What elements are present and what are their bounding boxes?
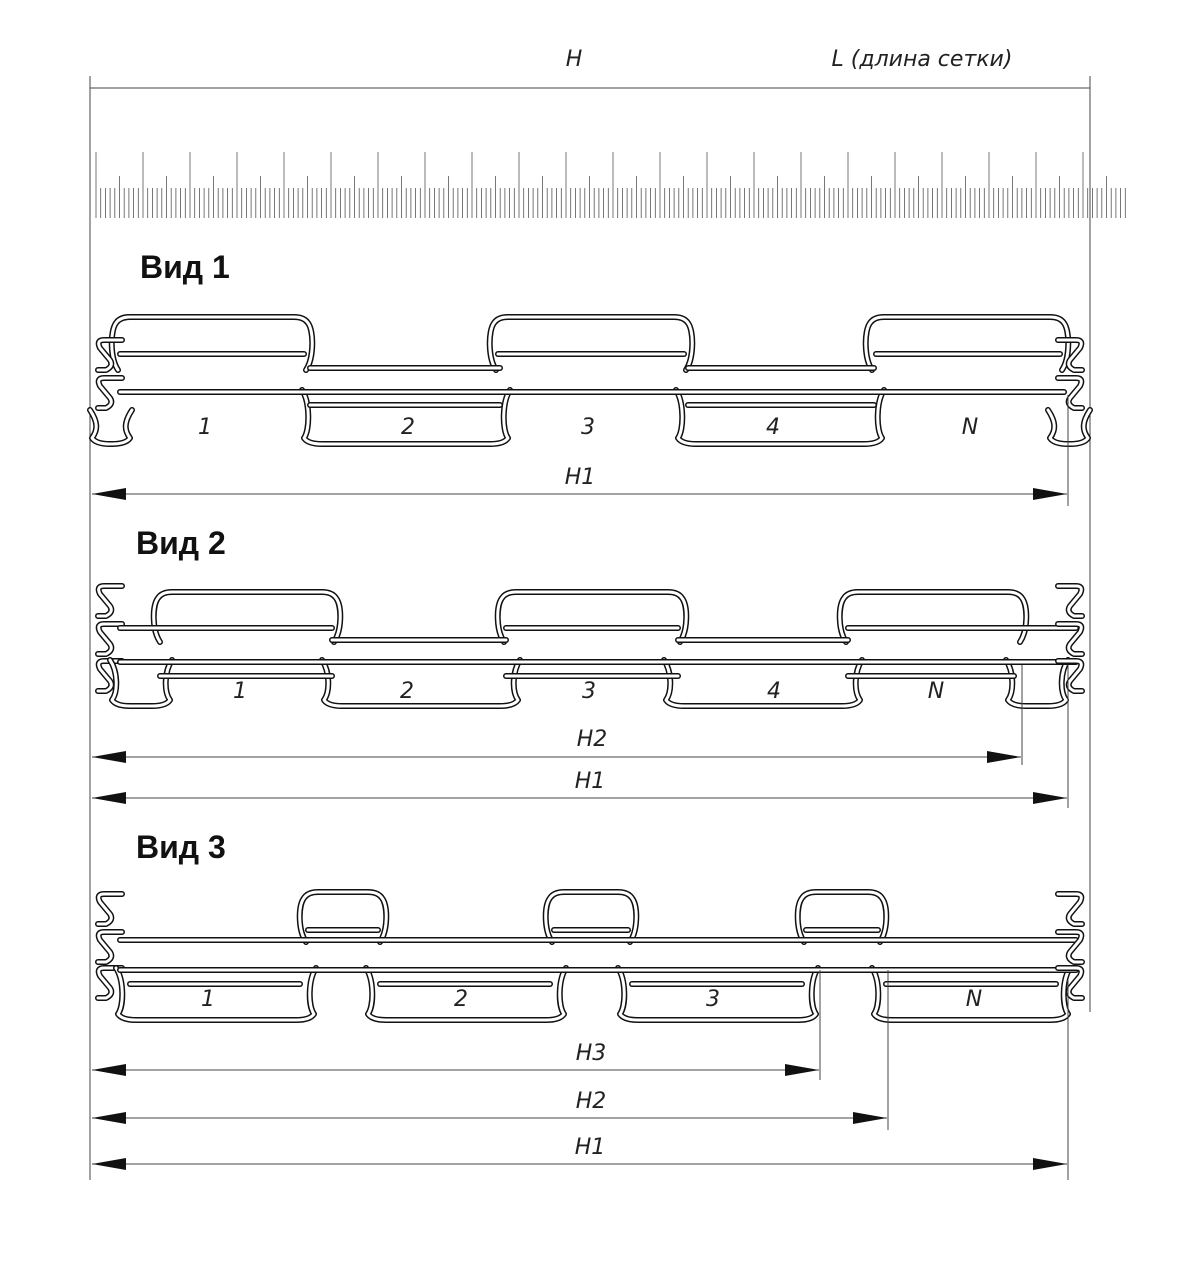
measurement-ruler <box>96 152 1125 218</box>
top-dimension <box>90 47 1090 1180</box>
mesh-wire-loop-core <box>322 660 520 706</box>
mesh-wire-loop <box>546 892 637 942</box>
top-dimension-left-label: H <box>565 47 583 72</box>
mesh-wire-loop <box>498 592 687 642</box>
mesh-wire-loop-core <box>664 660 862 706</box>
view-3-dimension-h3-label: H3 <box>575 1041 607 1066</box>
view-2-cell-label: 1 <box>233 679 247 704</box>
view-3-mesh <box>98 892 1082 1020</box>
mesh-wire-loop-core <box>546 892 637 942</box>
mesh-wire-loop-core <box>1006 660 1068 706</box>
view-3-dimension-h1-label: H1 <box>574 1135 606 1160</box>
mesh-wire-loop <box>154 592 341 642</box>
view-2-cell-label: 3 <box>582 679 596 704</box>
mesh-wire-loop <box>116 968 316 1020</box>
mesh-wire-loop <box>866 317 1069 370</box>
mesh-wire-loop <box>840 592 1027 642</box>
view-3-cell-label: 3 <box>706 987 720 1012</box>
mesh-wire-loop <box>798 892 887 942</box>
view-3-title: Вид 3 <box>136 829 226 865</box>
view-1-cell-label: 1 <box>198 415 212 440</box>
view-2-dimension-h1-label: H1 <box>574 769 606 794</box>
mesh-wire-loop <box>110 660 172 706</box>
mesh-wire-loop-core <box>798 892 887 942</box>
mesh-wire-loop-core <box>498 592 687 642</box>
view-2-cell-label: 2 <box>400 679 414 704</box>
view-2-title: Вид 2 <box>136 525 226 561</box>
view-2-cell-label: N <box>927 679 945 704</box>
mesh-wire-loop-core <box>154 592 341 642</box>
mesh-wire-loop <box>1006 660 1068 706</box>
view-3 <box>92 829 1082 1180</box>
mesh-wire-loop-core <box>112 317 313 370</box>
mesh-wire-loop-core <box>840 592 1027 642</box>
view-1-title: Вид 1 <box>140 249 230 285</box>
mesh-wire-loop-core <box>110 660 172 706</box>
view-2-cell-label: 4 <box>767 679 781 704</box>
view-3-cell-label: 1 <box>201 987 215 1012</box>
view-1 <box>90 249 1090 506</box>
mesh-wire-loop-core <box>300 892 387 942</box>
mesh-wire-loop-core <box>866 317 1069 370</box>
top-dimension-right-label: L (длина сетки) <box>831 47 1013 72</box>
mesh-wire-loop-core <box>490 317 693 370</box>
mesh-wire-loop-core <box>676 390 884 444</box>
view-2-dimension-h2-label: H2 <box>576 727 608 752</box>
view-2 <box>92 525 1082 808</box>
view-1-cell-label: N <box>961 415 979 440</box>
view-3-cell-label: N <box>965 987 983 1012</box>
mesh-wire-loop <box>300 892 387 942</box>
view-1-cell-label: 3 <box>581 415 595 440</box>
view-3-cell-label: 2 <box>454 987 468 1012</box>
mesh-wire-loop <box>322 660 520 706</box>
mesh-wire-loop <box>676 390 884 444</box>
view-1-dimension-h1-label: H1 <box>564 465 596 490</box>
view-3-dimension-h2-label: H2 <box>575 1089 607 1114</box>
view-1-cell-label: 2 <box>401 415 415 440</box>
mesh-wire-loop-core <box>116 968 316 1020</box>
view-1-cell-label: 4 <box>766 415 780 440</box>
mesh-wire-loop <box>490 317 693 370</box>
mesh-wire-loop <box>664 660 862 706</box>
mesh-wire-loop <box>112 317 313 370</box>
